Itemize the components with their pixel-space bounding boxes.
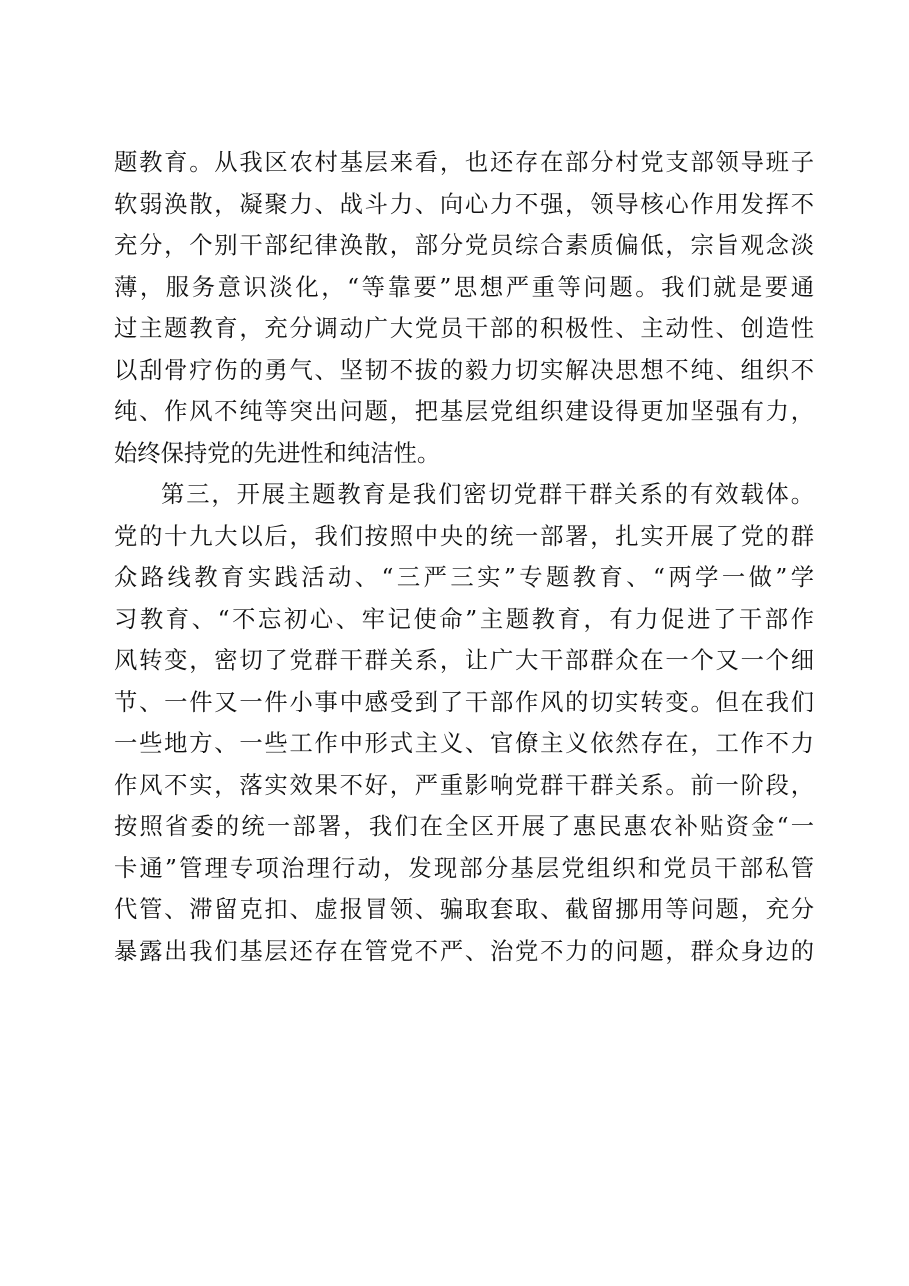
text-line: 作风不实，落实效果不好，严重影响党群干群关系。前一阶段， xyxy=(114,771,814,799)
text-line: 节、一件又一件小事中感受到了干部作风的切实转变。但在我们 xyxy=(114,688,814,716)
text-line: 始终保持党的先进性和纯洁性。 xyxy=(114,439,441,467)
text-line: 过主题教育，充分调动广大党员干部的积极性、主动性、创造性 xyxy=(114,315,814,342)
text-line: 按照省委的统一部署，我们在全区开展了惠民惠农补贴资金“一 xyxy=(114,813,814,840)
text-line: 软弱涣散，凝聚力、战斗力、向心力不强，领导核心作用发挥不 xyxy=(114,190,814,218)
text-line: 充分，个别干部纪律涣散，部分党员综合素质偏低，宗旨观念淡 xyxy=(114,232,814,259)
text-line: 风转变，密切了党群干群关系，让广大干部群众在一个又一个细 xyxy=(114,647,814,674)
text-line: 题教育。从我区农村基层来看，也还存在部分村党支部领导班子 xyxy=(114,149,814,176)
text-line: 众路线教育实践活动、“三严三实”专题教育、“两学一做”学 xyxy=(114,564,814,591)
text-line: 代管、滞留克扣、虚报冒领、骗取套取、截留挪用等问题，充分 xyxy=(114,896,814,923)
paragraph-first-line: 第三，开展主题教育是我们密切党群干群关系的有效载体。 xyxy=(161,481,814,508)
text-line: 以刮骨疗伤的勇气、坚韧不拔的毅力切实解决思想不纯、组织不 xyxy=(114,356,814,384)
text-line: 习教育、“不忘初心、牢记使命”主题教育，有力促进了干部作 xyxy=(114,605,814,633)
text-line: 纯、作风不纯等突出问题，把基层党组织建设得更加坚强有力， xyxy=(114,398,814,425)
text-line: 党的十九大以后，我们按照中央的统一部署，扎实开展了党的群 xyxy=(114,522,814,550)
text-line: 卡通”管理专项治理行动，发现部分基层党组织和党员干部私管 xyxy=(114,854,814,882)
text-line: 一些地方、一些工作中形式主义、官僚主义依然存在，工作不力 xyxy=(114,730,814,757)
document-body xyxy=(114,142,814,972)
text-line: 暴露出我们基层还存在管党不严、治党不力的问题，群众身边的 xyxy=(114,937,814,965)
text-line: 薄，服务意识淡化，“等靠要”思想严重等问题。我们就是要通 xyxy=(114,273,814,301)
